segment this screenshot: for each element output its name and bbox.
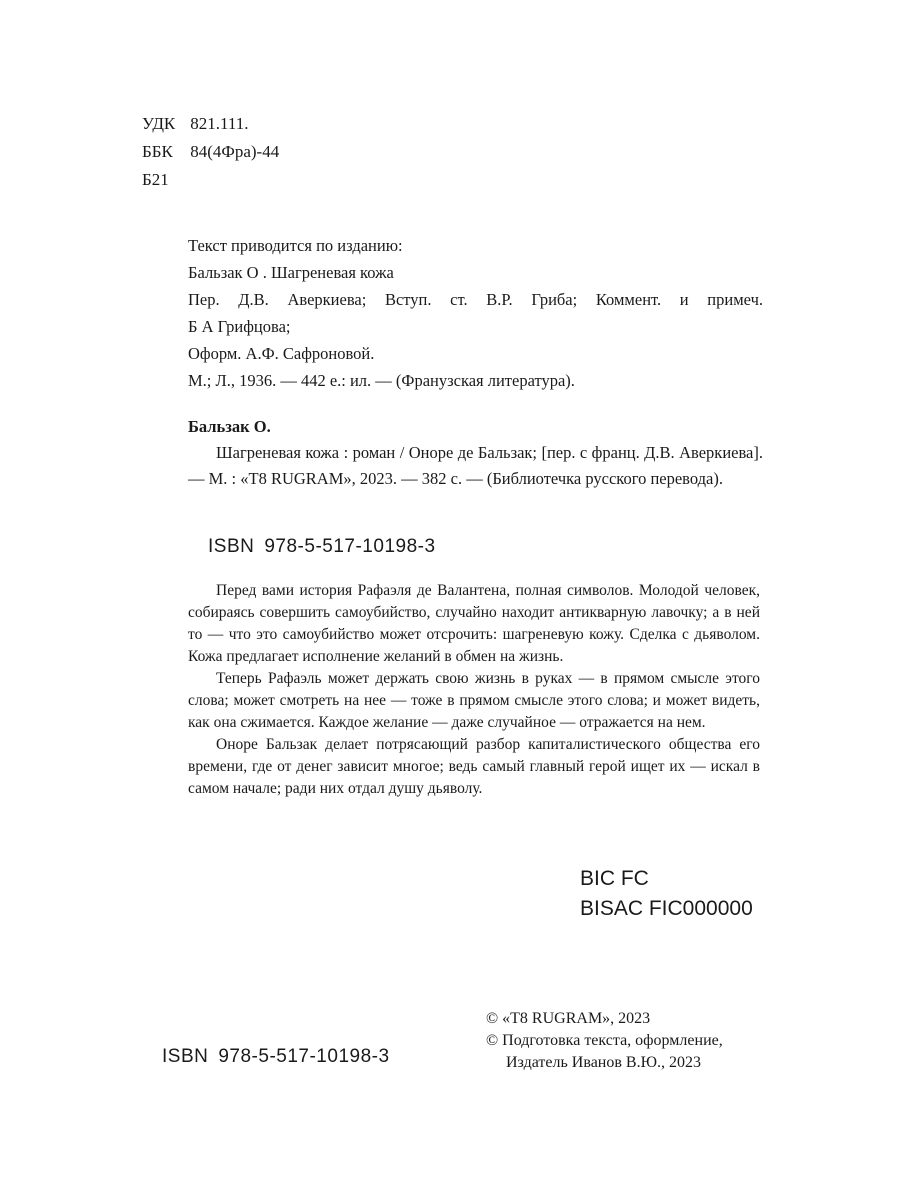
udk-row (142, 110, 279, 138)
annotation (188, 580, 760, 800)
subject-codes (580, 864, 753, 924)
bbk-label: ББК (142, 142, 173, 161)
annotation-paragraph: Перед вами история Рафаэля де Валантена, полная символов. Молодой человек, собираясь совершить самоубийство, случайно находит антикварную лавочку; а в ней то — что это самоубийство может отсрочить: шагреневую кожу. Сделка с дьяволом. Кожа предлагает исполнение желаний в обмен на жизнь. (188, 582, 760, 665)
classification-codes (142, 110, 279, 194)
source-imprint: М.; Л., 1936. — 442 е.: ил. — (Франузская литература). (188, 371, 575, 390)
bibliographic-record (188, 414, 763, 492)
isbn-footer (162, 1046, 390, 1068)
source-intro: Текст приводится по изданию: (188, 236, 403, 255)
source-credits-line-2: Б А Грифцова; (188, 317, 291, 336)
isbn-main-value: 978-5-517-10198-3 (264, 536, 436, 557)
copyright-line-2: © Подготовка текста, оформление, (486, 1032, 723, 1049)
isbn-footer-label: ISBN (162, 1046, 209, 1067)
bic-code: BIC FC (580, 867, 649, 890)
udk-value: 821.111. (190, 114, 249, 133)
bbk-row (142, 138, 279, 166)
bisac-code: BISAC FIC000000 (580, 897, 753, 920)
copyright-block (486, 1008, 723, 1074)
copyright-line-3: Издатель Иванов В.Ю., 2023 (506, 1054, 702, 1071)
bbk-value: 84(4Фра)-44 (190, 142, 280, 161)
udk-label: УДК (142, 114, 176, 133)
source-design: Оформ. А.Ф. Сафроновой. (188, 344, 375, 363)
annotation-paragraph: Оноре Бальзак делает потрясающий разбор капиталистического общества его времени, где от денег зависит многое; ведь самый главный герой ищет их — искал в самом начале; ради них отдал душу дьяволу. (188, 736, 760, 797)
author-mark: Б21 (142, 170, 169, 189)
annotation-paragraph: Теперь Рафаэль может держать свою жизнь в руках — в прямом смысле этого слова; может смотреть на нее — тоже в прямом смысле этого слова; и может видеть, как она сжимается. Каждое желание — даже случайное — отражается на нем. (188, 670, 760, 731)
record-description: Шагреневая кожа : роман / Оноре де Бальзак; [пер. с франц. Д.В. Аверкиева]. — М. : «T8 RUGRAM», 2023. — 382 с. — (Библиотечка русского перевода). (188, 443, 763, 488)
source-edition (188, 232, 763, 394)
source-credits-line-1: Пер. Д.В. Аверкиева; Вступ. ст. В.Р. Гриба; Коммент. и примеч. (188, 290, 763, 309)
isbn-footer-value: 978-5-517-10198-3 (218, 1046, 390, 1067)
source-title: Бальзак О . Шагреневая кожа (188, 263, 394, 282)
record-author: Бальзак О. (188, 417, 271, 436)
isbn-main (208, 536, 436, 558)
copyright-line-1: © «T8 RUGRAM», 2023 (486, 1010, 651, 1027)
isbn-main-label: ISBN (208, 536, 255, 557)
